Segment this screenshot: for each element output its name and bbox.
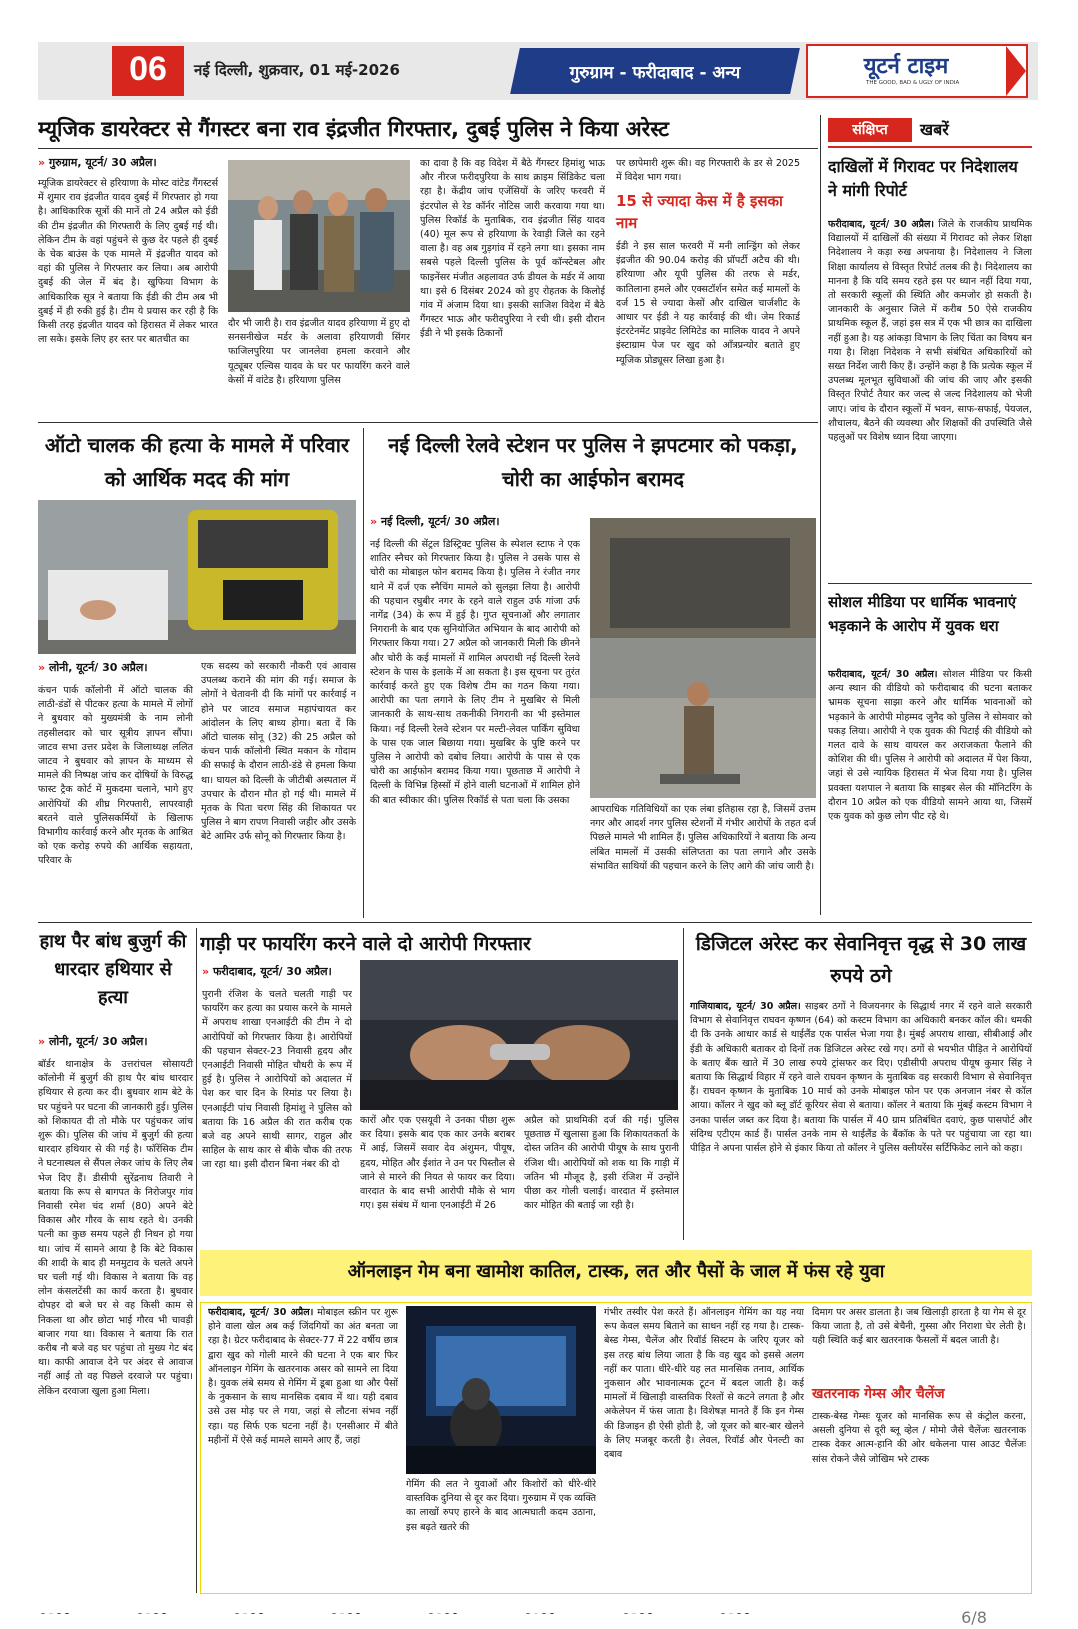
story6-text: साइबर ठगों ने विजयनगर के सिद्धार्थ नगर में रहने वाले सरकारी विभाग से सेवानिवृत्त राघवन कृष्णन (64) को कस्टम विभाग का अधिकारी बनकर कॉल की। धमकी दी कि उनके आधार कार्ड से थाईलैंड एक पार्सल भेजा गया है। मुंबई अपराध शाखा, सीबीआई और ईडी के अधिकारी बताकर दो दिनों तक डिजिटल अरेस्ट रखे गए। ठगों से भयभीत पीड़ित ने आरोपियों के बताए बैंक खाते में 30 लाख रुपये ट्रांसफर कर दिए। एडीसीपी अपराध पीयूष कुमार सिंह ने बताया कि सिद्धार्थ विहार में रहने वाले राघवन कृष्णन के मुताबिक वह सरकारी विभाग से सेवानिवृत्त हैं। राघवन कृष्णन के मुताबिक 10 मार्च को उनके मोबाइल फोन पर एक अनजान नंबर से कॉल आया। कॉलर ने खुद को ब्लू डॉर्ट कूरियर सेवा से बताया। कॉलर ने बताया कि मुंबई कस्टम विभाग ने उनका पार्सल जब्त कर दिया है। बताया कि पार्सल में 40 ग्राम प्रतिबंधित दवाएं, कुछ पासपोर्ट और संदिग्ध एटीएम कार्ड हैं। पार्सल उनके नाम से थाईलैंड के बैंकॉक के पते पर पहुंचाया जा रहा था। पीड़ित ने अपना पार्सल होने से इंकार किया तो कॉलर ने पुलिस क्लीयरेंस सर्टिफिकेट लाने को कहा।	[690, 1001, 1032, 1155]
story1-col3: का दावा है कि वह विदेश में बैठे गैंगस्टर हिमांशु भाऊ और नीरज फरीदपुरिया के साथ क्राइम सिंडिकेट चला रहा है। केंद्रीय जांच एजेंसियों के जरिए फरवरी में इंटरपोल से रेड कॉर्नर नोटिस जारी करवाया गया था। पुलिस रिकॉर्ड के मुताबिक, राव इंद्रजीत सिंह यादव (40) मूल रूप से हरियाणा के रेवाड़ी जिले का रहने वाला है। वह अब गुड़गांव में रहने लगा था। इसका नाम सबसे पहले दिल्ली पुलिस के पूर्व कॉन्स्टेबल और फाइनेंसर मंजीत अहलावत उर्फ डीयल के मर्डर में आया था। इसे 6 दिसंबर 2024 को हुए रोहतक के किलोई गांव में अंजाम दिया था। इसकी साजिश विदेश में बैठे गैंगस्टर भाऊ और फरीदपुरिया ने रची थी। इसी दौरान ईडी ने भी इसके ठिकानों	[420, 158, 605, 340]
story7-dateline: फरीदाबाद, यूटर्न/ 30 अप्रैल।	[208, 1307, 314, 1318]
section-name: गुरुग्राम - फरीदाबाद - अन्य	[569, 63, 741, 83]
story6-headline: डिजिटल अरेस्ट कर सेवानिवृत्त वृद्ध से 30 लाख रुपये ठगे	[695, 933, 1027, 987]
story4-body: बॉर्डर थानाक्षेत्र के उत्तरांचल सोसायटी कॉलोनी में बुजुर्ग की हाथ पैर बांध धारदार हथियार से हत्या कर दी। बुधवार शाम बेटे के घर पहुंचने पर घटना की जानकारी हुई। पुलिस को शिकायत दी तो मौके पर पहुंचकर जांच शुरू की। पुलिस की जांच में बुजुर्ग की हत्या धारदार हथियार से की गई है। फॉरेंसिक टीम ने घटनास्थल से सैंपल लेकर जांच के लिए लैब भेज दिए हैं। डीसीपी सुरेंद्रनाथ तिवारी ने बताया कि रूप से बागपत के निरोजपुर गांव निवासी रमेश चंद शर्मा (80) अपने बेटे विकास और गौरव के साथ रहते थे। उनकी पत्नी का कुछ समय पहले ही निधन हो गया था। जांच में सामने आया है कि बेटे विकास की शादी के बाद ही मनमुटाव के चलते अपने घर चली गई थी। विकास ने बताया कि वह लोन कंसलटेंसी का कार्य करता है। बुधवार दोपहर दो बजे घर से वह किसी काम से निकला था और छोटा भाई गौरव भी चावड़ी बाजार गया था। विकास ने बताया कि रात करीब नौ बजे वह घर पहुंचा तो मुख्य गेट बंद था। काफी आवाज देने पर अंदर से आवाज नहीं आई तो वह पिछले दरवाजे पर पहुंचा। लेकिन दरवाजा खुला हुआ मिला।	[38, 1059, 193, 1397]
story3-dateline: » नई दिल्ली, यूटर्न/ 30 अप्रैल।	[370, 514, 570, 529]
story4-dateline: » लोनी, यूटर्न/ 30 अप्रैल।	[38, 1034, 193, 1049]
story1-photo	[228, 160, 410, 312]
page-counter: 6/8	[961, 1608, 987, 1627]
brief1-body	[828, 218, 1032, 580]
story1-pull-quote: 15 से ज्यादा केस में है इसका नाम	[616, 192, 783, 232]
story1-col4-bottom: ईडी ने इस साल फरवरी में मनी लान्ड्रिंग को लेकर इंद्रजीत की 90.04 करोड़ की प्रॉपर्टी अटैच की थी। हरियाणा और यूपी पुलिस की तरफ से मर्डर, कातिलाना हमले और एक्सटॉर्शन समेत कई मामलों के दर्ज 15 से ज्यादा केसों और दाखिल चार्जशीट के आधार पर ईडी ने यह कार्रवाई की थी। जेम रिकार्ड इंटरटेनमेंट प्राइवेट लिमिटेड का मालिक यादव ने अपने इंस्टाग्राम पेज पर खुद को ऑंत्रप्रन्योर बताते हुए म्यूजिक प्रोड्यूसर लिखा हुआ है।	[616, 241, 800, 366]
footer-dots	[40, 1604, 1030, 1614]
story2-dateline: » लोनी, यूटर्न/ 30 अप्रैल।	[38, 660, 193, 675]
story7-col1-text: मोबाइल स्क्रीन पर शुरू होने वाला खेल अब कई जिंदगियों का अंत बनता जा रहा है। ग्रेटर फरीदाबाद के सेक्टर-77 में 22 वर्षीय छात्र द्वारा खुद को गोली मारने की घटना ने एक बार फिर ऑनलाइन गेमिंग के खतरनाक असर को सामने ला दिया है। युवक लंबे समय से गेमिंग में डूबा हुआ था और पैसों के नुकसान के साथ मानसिक दबाव में था। यही दबाव उसे उस मोड़ पर ले गया, जहां से लौटना संभव नहीं रहा। यह सिर्फ एक घटना नहीं है। एनसीआर में बीते महीनों में ऐसे कई मामले सामने आए हैं, जहां	[208, 1307, 398, 1446]
brand-arrow	[1006, 46, 1026, 96]
story7-subhead: खतरनाक गेम्स और चैलेंज	[812, 1386, 945, 1402]
story1-col4-top: पर छापेमारी शुरू की। वह गिरफ्तारी के डर से 2025 में विदेश भाग गया।	[616, 158, 800, 184]
story2-col1: कंचन पार्क कॉलोनी में ऑटो चालक की लाठी-डंडों से पीटकर हत्या के मामले में लोगों ने बुधवार को मुख्यमंत्री के नाम लोनी तहसीलदार को चार सूत्रीय ज्ञापन सौंपा। जाटव सभा उत्तर प्रदेश के जिलाध्यक्ष ललित जाटव ने बुधवार को ज्ञापन के माध्यम से मामले की निष्पक्ष जांच कर दोषियों के विरुद्ध फास्ट ट्रैक कोर्ट में मुकदमा चलाने, भागे हुए आरोपियों की शीघ्र गिरफ्तारी, लापरवाही बरतने वाले पुलिसकर्मियों के खिलाफ विभागीय कार्रवाई करने और मृतक के आश्रित को एक करोड़ रुपये की आर्थिक सहायता, परिवार के	[38, 685, 193, 867]
story2-col2: एक सदस्य को सरकारी नौकरी एवं आवास उपलब्ध कराने की मांग की गई। समाज के लोगों ने चेतावनी दी कि मांगों पर कार्रवाई न होने पर जाटव समाज महापंचायत कर आंदोलन के लिए बाध्य होगा। बता दें कि ऑटो चालक सोनू (32) की 25 अप्रैल को कंचन पार्क कॉलोनी स्थित मकान के गोदाम की सफाई के दौरान लाठी-डंडे से हमला किया था। घायल को दिल्ली के जीटीबी अस्पताल में उपचार के दौरान मौत हो गई थी। मामले में मृतक के पिता चरण सिंह की शिकायत पर पुलिस ने बाग रापण निवासी जहीर और उसके बेटे आमिर उर्फ सोनू को गिरफ्तार किया है।	[201, 661, 356, 843]
story7-col4: दिमाग पर असर डालता है। जब खिलाड़ी हारता है या गेम से दूर किया जाता है, तो उसे बेचैनी, गुस्सा और निराशा घेर लेती है। यही स्थिति कई बार खतरनाक फैसलों में बदल जाती है।	[812, 1307, 1026, 1347]
story3-photo	[590, 518, 816, 798]
story6-dateline: गाजियाबाद, यूटर्न/ 30 अप्रैल।	[690, 1001, 801, 1012]
story5-col3: अप्रैल को प्राथमिकी दर्ज की गई। पुलिस पूछताछ में खुलासा हुआ कि शिकायतकर्ता के दोस्त जतिन की आरोपी पीयूष के साथ पुरानी रंजिश थी। आरोपियों को शक था कि गाड़ी में जतिन भी मौजूद है, इसी रंजिश में उन्होंने पीछा कर गोली चलाई। वारदात में इस्तेमाल कार मोहित की बताई जा रही है।	[524, 1115, 679, 1212]
story5-photo	[360, 960, 678, 1110]
story7-headline: ऑनलाइन गेम बना खामोश कातिल, टास्क, लत और पैसों के जाल में फंस रहे युवा	[347, 1261, 885, 1282]
brief2-text: सोशल मीडिया पर किसी अन्य स्थान की वीडियो को फरीदाबाद की घटना बताकर भ्रामक सूचना साझा करने और धार्मिक भावनाओं को भड़काने के आरोपी मोहम्मद जुनैद को पुलिस ने सोमवार को पकड़ लिया। आरोपी ने एक युवक की पिटाई की वीडियो को गलत दावे के साथ वायरल कर अराजकता फैलाने की कोशिश की थी। पुलिस ने आरोपी को अदालत में पेश किया, जहां से उसे न्यायिक हिरासत में भेज दिया गया है। पुलिस प्रवक्ता यशपाल ने बताया कि साइबर सेल की मॉनिटरिंग के दौरान 10 अप्रैल को एक वीडियो सामने आया था, जिसमें एक युवक को कुछ लोग पीट रहे थे।	[828, 669, 1032, 823]
story7-col1	[208, 1306, 398, 1590]
story7-col2-caption: गेमिंग की लत ने युवाओं और किशोरों को धीरे-धीरे वास्तविक दुनिया से दूर कर दिया। गुरुग्राम में एक व्यक्ति का लाखों रुपए हारने के बाद आत्मघाती कदम उठाना, इस बढ़ते खतरे की	[406, 1479, 596, 1533]
story2-photo	[38, 500, 356, 654]
brand-tagline: THE GOOD, BAD & UGLY OF INDIA	[866, 80, 960, 86]
masthead-dateline: नई दिल्ली, शुक्रवार, 01 मई-2026	[194, 61, 400, 79]
story5-headline: गाड़ी पर फायरिंग करने वाले दो आरोपी गिरफ्तार	[200, 933, 531, 955]
story3-col2: आपराधिक गतिविधियों का एक लंबा इतिहास रहा है, जिसमें उत्तम नगर और आदर्श नगर पुलिस स्टेशनों में गंभीर आरोपों के तहत दर्ज पिछले मामले भी शामिल हैं। पुलिस अधिकारियों ने बताया कि अन्य लंबित मामलों में उसकी संलिप्तता का पता लगाने और उसके संभावित साथियों की पहचान करने के लिए आगे की जांच जारी है।	[590, 804, 816, 872]
brief1-text: जिले के राजकीय प्राथमिक विद्यालयों में दाखिलों की संख्या में गिरावट को लेकर शिक्षा निदेशालय ने कड़ा रुख अपनाया है। निदेशालय ने जिला शिक्षा कार्यालय से विस्तृत रिपोर्ट तलब की है। निदेशालय का मानना है कि यदि समय रहते इस पर ध्यान नहीं दिया गया, तो सरकारी स्कूलों की स्थिति और कमजोर हो सकती है। जानकारी के अनुसार जिले में करीब 50 ऐसे राजकीय प्राथमिक स्कूल हैं, जहां इस सत्र में एक भी छात्र का दाखिला नहीं हुआ है। यह आंकड़ा विभाग के लिए चिंता का विषय बन गया है। शिक्षा निदेशक ने सभी संबंधित अधिकारियों को सख्त निर्देश जारी किए हैं। उन्होंने कहा है कि प्रत्येक स्कूल में उपलब्ध मूलभूत सुविधाओं की जांच की जाए और इसकी विस्तृत रिपोर्ट तैयार कर जल्द से जल्द निदेशालय को भेजी जाए। जांच के दौरान स्कूलों में भवन, साफ-सफाई, पेयजल, शौचालय, बैठने की व्यवस्था और शिक्षकों की उपस्थिति जैसे पहलुओं पर विशेष ध्यान दिया जाएगा।	[828, 219, 1032, 444]
story1-dateline: » गुरुग्राम, यूटर्न/ 30 अप्रैल।	[38, 155, 218, 170]
brief1-dateline: फरीदाबाद, यूटर्न/ 30 अप्रैल।	[828, 219, 935, 230]
brief-tag-black: खबरें	[920, 120, 949, 139]
story5-col2: कारों और एक एसयूवी ने उनका पीछा शुरू कर दिया। इसके बाद एक कार उनके बराबर में आई, जिसमें सवार देव अंशुमन, पीयूष, हृदय, मोहित और ईशांत ने उन पर पिस्तौल से जाने से मारने की नियत से फायर कर दिया। वारदात के बाद सभी आरोपी मौके से भाग गए। इस संबंध में थाना एनआईटी में 26	[360, 1115, 515, 1212]
story1-headline: म्यूजिक डायरेक्टर से गैंगस्टर बना राव इंद्रजीत गिरफ्तार, दुबई पुलिस ने किया अरेस्ट	[38, 117, 669, 141]
brief1-headline: दाखिलों में गिरावट पर निदेशालय ने मांगी रिपोर्ट	[828, 157, 1018, 200]
brand-logo: यूटर्न टाइम	[863, 54, 949, 79]
story5-dateline: » फरीदाबाद, यूटर्न/ 30 अप्रैल।	[202, 964, 352, 979]
brief2-body	[828, 668, 1032, 916]
page-number: 06	[129, 50, 167, 88]
story2-headline: ऑटो चालक की हत्या के मामले में परिवार को आर्थिक मदद की मांग	[44, 433, 350, 491]
story1-col1: म्यूजिक डायरेक्टर से हरियाणा के मोस्ट वांटेड गैंगस्टर्स में शुमार राव इंद्रजीत यादव दुबई में गिरफ्तार हो गया है। आधिकारिक सूत्रों की मानें तो 24 अप्रैल को ईडी की टीम इंद्रजीत की गिरफ्तारी के लिए दुबई गई थी। लेकिन टीम के वहां पहुंचने से कुछ देर पहले ही दुबई के चेक बाउंस के एक मामले में इंद्रजीत यादव को वहां की पुलिस ने गिरफ्तार कर लिया। अब आरोपी दुबई की जेल में बंद है। खुफिया विभाग के आधिकारिक सूत्र ने बताया कि ईडी की टीम अब भी दुबई में ही रुकी हुई है। टीम ये प्रयास कर रही है कि किसी तरह इंद्रजीत यादव को हिरासत में लेकर भारत ला सके। इसके लिए हर स्तर पर बातचीत का	[38, 178, 218, 346]
story3-headline: नई दिल्ली रेलवे स्टेशन पर पुलिस ने झपटमार को पकड़ा, चोरी का आईफोन बरामद	[388, 433, 798, 491]
brief-tag-red: संक्षिप्त	[828, 118, 912, 142]
story4-headline: हाथ पैर बांध बुजुर्ग की धारदार हथियार से हत्या	[39, 931, 187, 1008]
story6-body	[690, 1000, 1032, 1238]
story7-col4-b: टास्क-बेस्ड गेम्सः यूजर को मानसिक रूप से कंट्रोल करना, असली दुनिया से दूरी ब्लू व्हेल / मोमो जैसे चैलेंजः खतरनाक टास्क देकर आत्म-हानि की ओर धकेलना पास आउट चैलेंजः सांस रोकने जैसे जोखिम भरे टास्क	[812, 1411, 1026, 1465]
story7-photo	[406, 1306, 596, 1474]
story5-col1: पुरानी रंजिश के चलते चलती गाड़ी पर फायरिंग कर हत्या का प्रयास करने के मामले में अपराध शाखा एनआईटी की टीम ने दो आरोपियों को गिरफ्तार किया है। आरोपियों की पहचान सेक्टर-23 निवासी हृदय और एनआईटी निवासी मोहित चौधरी के रूप में हुई है। पुलिस ने आरोपियों को अदालत में पेश कर चार दिन के रिमांड पर लिया है। एनआईटी पांच निवासी हिमांशु ने पुलिस को बताया कि 16 अप्रैल की रात करीब एक बजे वह अपने साथी सागर, राहुल और साहिल के साथ कार से बीके चौक की तरफ जा रहा था। इसी दौरान बिना नंबर की दो	[202, 989, 352, 1171]
story3-col1: नई दिल्ली की सेंट्रल डिस्ट्रिक्ट पुलिस के स्पेशल स्टाफ ने एक शातिर स्नैचर को गिरफ्तार किया है। पुलिस ने उसके पास से चोरी का मोबाइल फोन बरामद किया है। पुलिस ने रंजीत नगर थाने में दर्ज एक स्नैचिंग मामले को सुलझा लिया है। आरोपी की पहचान रघुबीर नगर के रहने वाले राहुल उर्फ गांजा उर्फ नागेंद्र (34) के रूप में हुई है। गुप्त सूचनाओं और लगातार निगरानी के बाद एक सुनियोजित अभियान के बाद आरोपी को गिरफ्तार किया गया। 27 अप्रैल को जानकारी मिली कि छीनने और चोरी के कई मामलों में शामिल अपराधी नई दिल्ली रेलवे स्टेशन के पास के इलाके में आ सकता है। इस सूचना पर तुरंत कार्रवाई करते हुए एक विशेष टीम का गठन किया गया। आरोपी का पता लगाने के लिए टीम ने मुखबिर से मिली जानकारी के साथ-साथ तकनीकी निगरानी का भी इस्तेमाल किया। नई दिल्ली रेलवे स्टेशन पर मल्टी-लेवल पार्किंग सुविधा के पास एक जाल बिछाया गया। मुखबिर के पुष्टि करने पर पुलिस ने आरोपी को दबोच लिया। आरोपी के पास से एक चोरी का आईफोन बरामद किया गया। पूछताछ में आरोपी ने दिल्ली के विभिन्न हिस्सों में होने वाली घटनाओं में शामिल होने की बात स्वीकार की। पुलिस रिकॉर्ड से पता चला कि उसका	[370, 539, 580, 806]
brief2-dateline: फरीदाबाद, यूटर्न/ 30 अप्रैल।	[828, 669, 938, 680]
story1-col2: दौर भी जारी है। राव इंद्रजीत यादव हरियाणा में हुए दो सनसनीखेज मर्डर के अलावा हरियाणवी सिंगर फाजिलपुरिया पर जानलेवा हमला करवाने और यूट्यूबर एल्विस यादव के घर पर फायरिंग करने वाले केसों में वांटेड है। हरियाणा पुलिस	[228, 318, 410, 386]
story7-col3: गंभीर तस्वीर पेश करते हैं। ऑनलाइन गेमिंग का यह नया रूप केवल समय बिताने का साधन नहीं रह गया है। टास्क-बेस्ड गेम्स, चैलेंज और रिवॉर्ड सिस्टम के जरिए यूजर को इस तरह बांध लिया जाता है कि वह खुद को इससे अलग नहीं कर पाता। धीरे-धीरे यह लत मानसिक तनाव, आर्थिक नुकसान और भावनात्मक टूटन में बदल जाती है। कई मामलों में खिलाड़ी वास्तविक रिश्तों से कटने लगता है और अकेलेपन में फंस जाता है। विशेषज्ञ मानते हैं कि इन गेम्स की डिजाइन ही ऐसी होती है, जो यूजर को बार-बार खेलने के लिए मजबूर करती है। लेवल, रिवॉर्ड और पेनल्टी का दबाव	[604, 1307, 804, 1461]
brief2-headline: सोशल मीडिया पर धार्मिक भावनाएं भड़काने के आरोप में युवक धरा	[828, 593, 1017, 635]
